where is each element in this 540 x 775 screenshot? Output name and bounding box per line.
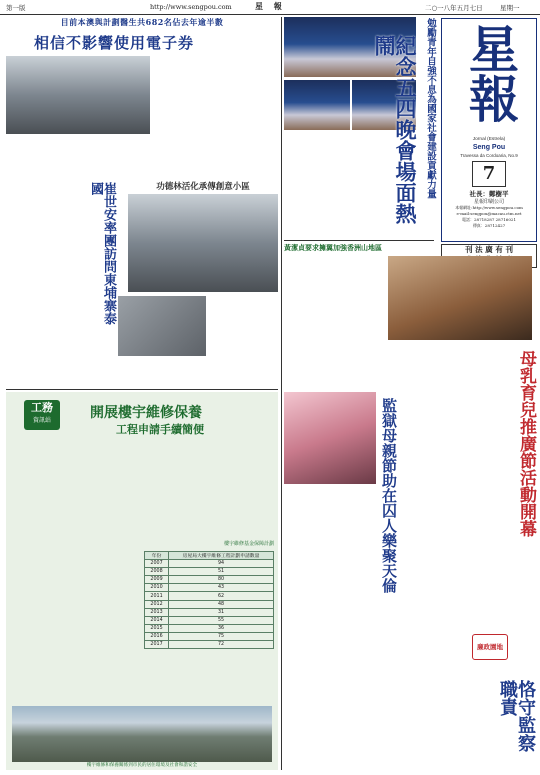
table-cell-count: 31: [169, 608, 274, 616]
masthead-small: 星 報: [255, 1, 286, 11]
honesty-stamp: 廉政園地: [472, 634, 508, 660]
city-photo: [12, 706, 272, 762]
works-tag: [24, 400, 60, 430]
breastfeed-headline: 母乳育兒推廣節活動開幕: [516, 350, 536, 537]
table-row: [145, 592, 274, 600]
table-cell-count: 36: [169, 624, 274, 632]
table-header-row: [145, 552, 274, 560]
table-cell-count: 43: [169, 584, 274, 592]
honesty-headline: 恪守監察職責: [497, 680, 536, 752]
e-voucher-column-text: [216, 17, 278, 177]
top-banner-headline: 目前本澳與計劃醫生共682名佔去年逾半數: [60, 17, 224, 27]
prison-headline: 監獄母親節助在囚人樂聚天倫: [380, 398, 398, 593]
table-cell-count: 80: [169, 576, 274, 584]
tourism-body-text-2: [118, 358, 206, 386]
table-cell-count: 94: [169, 560, 274, 568]
city-photo-caption: 樓宇維修和保養關係到市民的居住環境及社會和諧安全: [86, 763, 198, 768]
table-cell-year: 2007: [145, 560, 169, 568]
table-cell-count: 72: [169, 641, 274, 649]
table-row: [145, 616, 274, 624]
masthead-address: Travessa da Cordoaria, No.9: [460, 153, 518, 158]
column-rule: [281, 17, 282, 770]
masthead-director: 社長：鄭樹平: [469, 190, 509, 198]
table-row: [145, 600, 274, 608]
table-cell-count: 62: [169, 592, 274, 600]
wuyi-body-text: [284, 133, 386, 238]
e-voucher-body-text-2: [6, 136, 212, 176]
maintenance-headline: 開展樓宇維修保養: [90, 405, 202, 421]
e-voucher-headline: 相信不影響使用電子券: [34, 34, 195, 52]
huang-headline: 黃潔貞要求擁翼加強香洲山地區: [284, 243, 382, 252]
wuyi-subheadline: 勉勵青年自強不息為國家社會建設貢獻力量: [425, 18, 436, 199]
table-row: [145, 576, 274, 584]
date-box: [472, 161, 506, 187]
maintenance-table-title: 樓宇維修基金保障計劃: [223, 541, 274, 547]
section-rule: [6, 389, 278, 390]
maintenance-subheadline: 工程申請手續簡便: [116, 423, 204, 436]
works-tag-sub: 資訊站: [32, 417, 51, 424]
table-cell-count: 51: [169, 568, 274, 576]
table-cell-year: 2011: [145, 592, 169, 600]
section-rule: [284, 240, 434, 241]
heritage-headline: 功德林活化承傳創意小區: [156, 182, 250, 192]
table-cell-year: 2009: [145, 576, 169, 584]
heritage-photo: [128, 194, 278, 292]
wuyi-headline: 紀念五四晚會場面熱鬧: [372, 35, 418, 224]
table-row: [145, 584, 274, 592]
table-cell-year: 2016: [145, 632, 169, 640]
table-cell-count: 55: [169, 616, 274, 624]
breastfeed-stage-photo: [388, 256, 532, 340]
table-row: [145, 632, 274, 640]
e-voucher-photo: [6, 56, 150, 134]
table-cell-count: 48: [169, 600, 274, 608]
masthead-title: 星報: [461, 23, 520, 123]
prison-body-text: [284, 488, 372, 770]
masthead-latin-2: Seng Pou: [472, 144, 506, 151]
masthead-fax: 傳真：28712427: [472, 223, 506, 228]
site-url: http://www.sengpou.com: [150, 3, 232, 11]
prison-photo: [284, 392, 376, 484]
table-cell-year: 2015: [145, 624, 169, 632]
e-voucher-body-text: [154, 58, 212, 134]
table-row: [145, 568, 274, 576]
table-row: [145, 624, 274, 632]
masthead-box: [441, 18, 537, 242]
table-row: [145, 641, 274, 649]
date-number: 7: [482, 163, 496, 184]
masthead-contact-1: 本報網址:http://www.sengpou.com: [455, 205, 523, 210]
ad-notice-line-1: 刊 法 廣 有 刊: [465, 245, 513, 254]
table-row: [145, 560, 274, 568]
works-tag-label: 工務: [31, 401, 53, 414]
maintenance-table: [144, 551, 274, 649]
table-cell-count: 75: [169, 632, 274, 640]
maintenance-body-text-right: [144, 444, 272, 534]
tourism-headline: 崔世安率團訪問東埔寨泰國: [88, 182, 116, 325]
masthead-contact-2: e-mail:sengpou@macau.ctm.net: [456, 211, 522, 216]
wuyi-photo-left: [284, 80, 350, 130]
maintenance-body-text-left: [12, 444, 138, 699]
honesty-body-text: [400, 702, 506, 770]
page-header: [0, 0, 540, 15]
masthead-phone: 電話：28718287 28716021: [462, 217, 516, 222]
table-cell-year: 2017: [145, 641, 169, 649]
table-row: [145, 608, 274, 616]
masthead-latin-1: Jornal (Estrela): [472, 137, 506, 142]
heritage-body-text: [210, 296, 278, 386]
weekday: 星期一: [500, 4, 520, 12]
tourism-photo: [118, 296, 206, 356]
table-header-year: 年份: [145, 552, 169, 560]
table-cell-year: 2013: [145, 608, 169, 616]
huang-body-text: [284, 255, 384, 385]
breastfeed-body-text: [388, 344, 502, 404]
table-cell-year: 2012: [145, 600, 169, 608]
masthead-publisher: 星報印刷公司: [473, 199, 504, 205]
table-cell-year: 2010: [145, 584, 169, 592]
page-number: 第一版: [6, 4, 26, 12]
table-cell-year: 2014: [145, 616, 169, 624]
issue-date: 二○一八年五月七日: [425, 4, 483, 12]
table-header-count: 房屋局大樓宇維修工程計劃申請數量: [169, 552, 274, 560]
table-cell-year: 2008: [145, 568, 169, 576]
tourism-body-text: [6, 180, 94, 385]
